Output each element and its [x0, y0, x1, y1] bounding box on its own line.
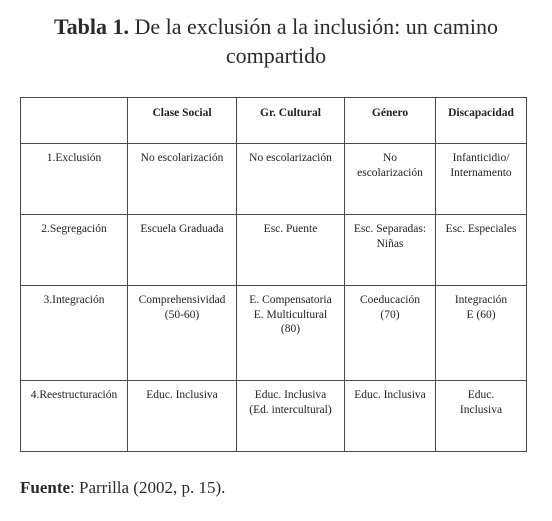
cell-text-line: Infanticidio/ — [452, 152, 510, 164]
cell-text-line: E. Compensatoria — [249, 294, 332, 306]
table-cell — [345, 381, 436, 452]
table-cell — [128, 144, 237, 215]
table-cell — [237, 144, 345, 215]
table-cell — [128, 381, 237, 452]
table-cell — [128, 286, 237, 381]
data-table — [20, 97, 527, 452]
table-row — [21, 381, 527, 452]
cell-text-line: Niñas — [376, 237, 404, 250]
row-label-cell: 4.Reestructuración — [21, 381, 128, 452]
table-cell — [128, 215, 237, 286]
cell-text-line: (80) — [280, 323, 301, 335]
cell-text-line: escolarización — [357, 166, 423, 179]
header-cell-discapacidad: Discapacidad — [436, 98, 527, 144]
cell-text-line: (50-60) — [164, 308, 200, 321]
table-cell — [436, 144, 527, 215]
cell-text-line: Coeducación — [359, 294, 421, 306]
cell-text-line: Esc. Separadas: — [353, 223, 427, 235]
cell-text-line: E (60) — [466, 308, 496, 321]
title-line-1 — [0, 12, 552, 41]
cell-text-line: Educ. Inclusiva — [354, 389, 426, 401]
cell-text-line: Inclusiva — [459, 403, 503, 416]
row-label-cell: 3.Integración — [21, 286, 128, 381]
cell-text-line: E. Multicultural — [253, 308, 328, 321]
table-row — [21, 215, 527, 286]
title-text-line-2: compartido — [225, 43, 327, 68]
table-cell — [237, 381, 345, 452]
table-title — [0, 12, 552, 70]
table-header-row — [21, 98, 527, 144]
header-cell-clase-social: Clase Social — [128, 98, 237, 144]
source-note — [20, 478, 225, 498]
cell-text-line: Comprehensividad — [138, 294, 226, 306]
header-cell-genero: Género — [345, 98, 436, 144]
cell-text-line: Educ. — [467, 389, 495, 401]
cell-text-line: (Ed. intercultural) — [249, 403, 332, 416]
table-cell — [237, 215, 345, 286]
table-row — [21, 286, 527, 381]
table-cell — [237, 286, 345, 381]
cell-text-line: No — [382, 152, 398, 164]
cell-text-line: Esc. Puente — [263, 223, 318, 235]
table-cell — [345, 215, 436, 286]
cell-text-line: Esc. Especiales — [445, 223, 517, 235]
table-body — [21, 144, 527, 452]
title-text-line-1: De la exclusión a la inclusión: un camino — [134, 14, 499, 39]
cell-text-line: (70) — [380, 308, 400, 321]
cell-text-line: Escuela Graduada — [140, 223, 224, 235]
source-text: : Parrilla (2002, p. 15). — [70, 478, 226, 497]
table-cell — [436, 215, 527, 286]
title-label: Tabla 1. — [53, 14, 129, 39]
table-cell — [436, 381, 527, 452]
table-cell — [345, 286, 436, 381]
row-label-cell: 1.Exclusión — [21, 144, 128, 215]
header-cell-gr-cultural: Gr. Cultural — [237, 98, 345, 144]
cell-text-line: Integración — [454, 294, 508, 306]
cell-text-line: Educ. Inclusiva — [146, 389, 218, 401]
table-cell — [436, 286, 527, 381]
source-label: Fuente — [20, 478, 71, 497]
table-row — [21, 144, 527, 215]
cell-text-line: Educ. Inclusiva — [254, 389, 327, 401]
table-cell — [345, 144, 436, 215]
header-cell-empty — [21, 98, 128, 144]
cell-text-line: Internamento — [450, 166, 512, 179]
row-label-cell: 2.Segregación — [21, 215, 128, 286]
cell-text-line: No escolarización — [140, 152, 224, 164]
cell-text-line: No escolarización — [249, 152, 332, 164]
